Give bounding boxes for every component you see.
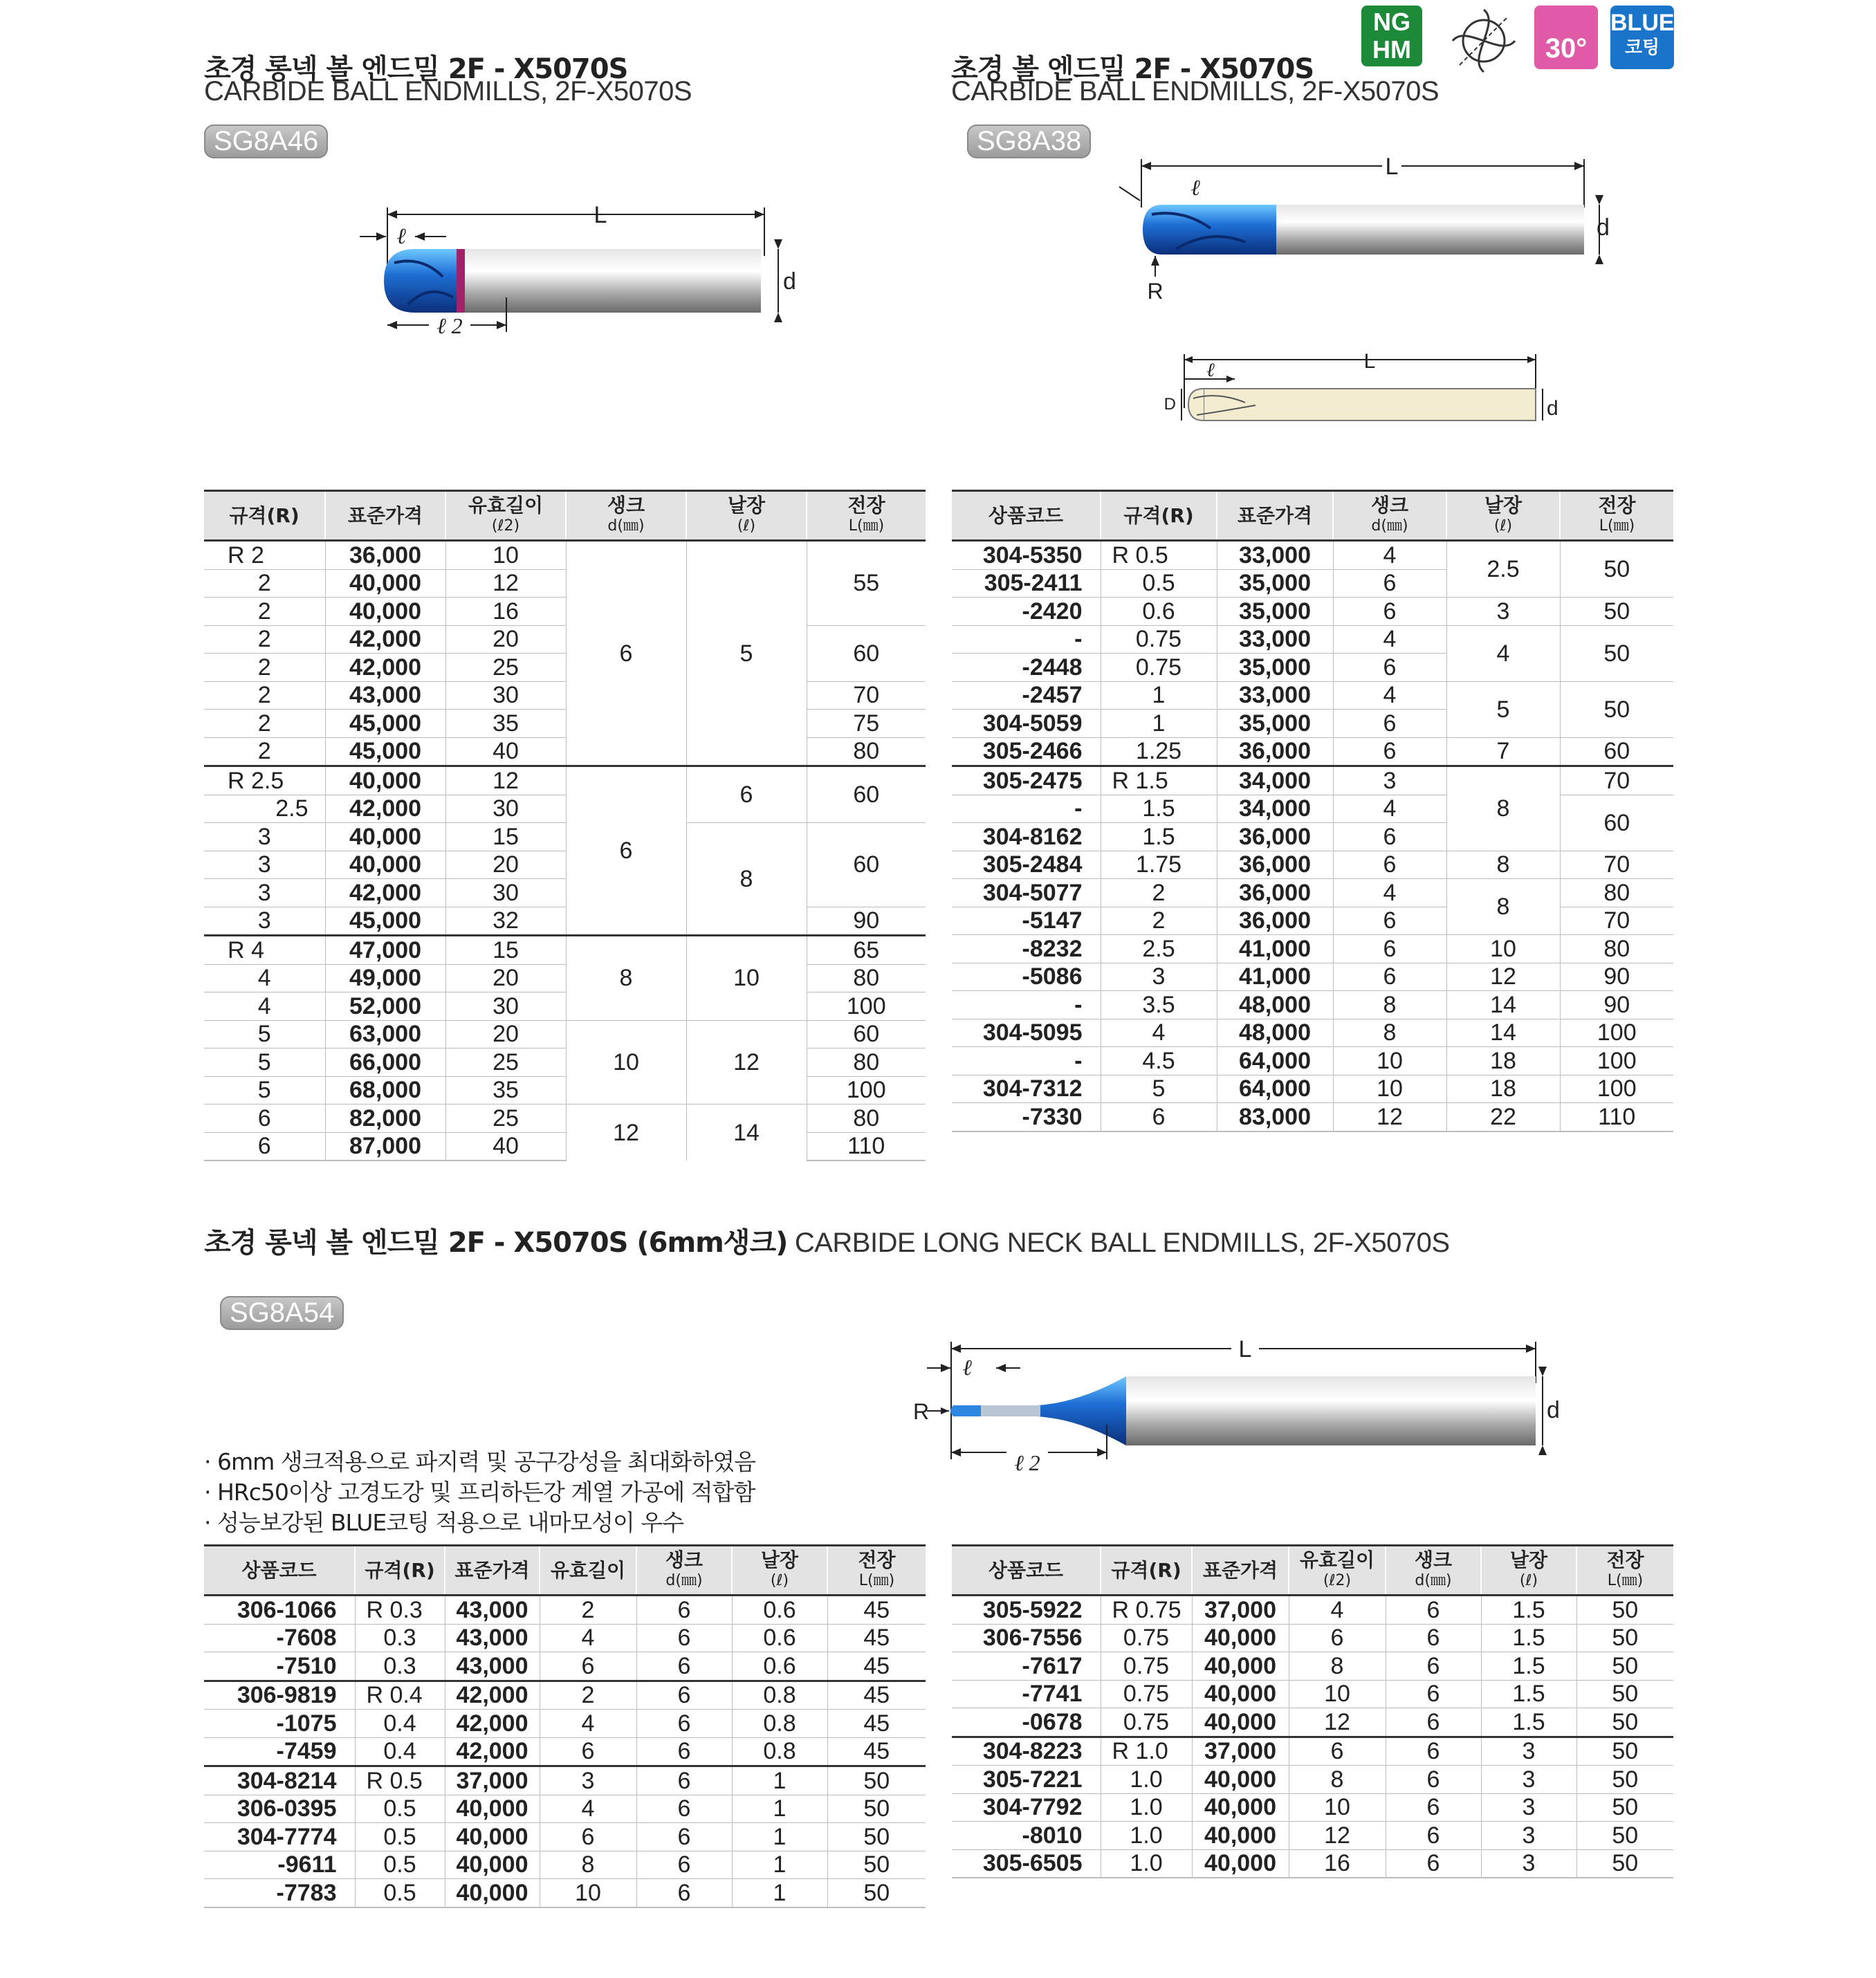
table-cell: 3	[1481, 1822, 1576, 1850]
svg-text:d: d	[1597, 214, 1610, 241]
table-cell: 6	[540, 1652, 636, 1681]
price: 40,000	[1192, 1708, 1289, 1737]
product-code: 305-5922	[952, 1596, 1101, 1625]
spec-table-sg8a54-right	[952, 1544, 1673, 1878]
table-row	[204, 1766, 926, 1795]
table-row: 6 87,000 40 110	[204, 1132, 926, 1161]
spec-table-sg8a46	[204, 490, 926, 1161]
col-header: 날장 (ℓ)	[1446, 491, 1560, 541]
table-cell: 2	[540, 1681, 636, 1710]
table-cell: 4	[540, 1624, 636, 1652]
product-code: 304-7792	[952, 1793, 1101, 1822]
table-cell: 0.4	[355, 1710, 445, 1738]
svg-text:R: R	[1147, 279, 1164, 304]
table-row: 305-2411 0.5 35,000 6	[952, 569, 1673, 598]
svg-text:d: d	[1547, 397, 1558, 420]
table-row	[952, 1849, 1673, 1878]
table-cell: 1	[732, 1823, 827, 1851]
section-title-kr: 초경 볼 엔드밀 2F - X5070S	[951, 53, 1314, 85]
table-cell: 50	[827, 1823, 926, 1851]
table-cell: 0.8	[732, 1710, 827, 1738]
product-code: -0678	[952, 1708, 1101, 1737]
table-row: -8232 2.5 41,000 6 10 80	[952, 935, 1673, 963]
section-title-en: CARBIDE BALL ENDMILLS, 2F-X5070S	[204, 76, 692, 107]
col-header: 생크 d(㎜)	[636, 1546, 732, 1596]
table-row: 4 52,000 30 100	[204, 992, 926, 1021]
table-cell: 16	[1289, 1849, 1386, 1878]
table-cell: 6	[540, 1823, 636, 1851]
svg-text:ℓ: ℓ	[396, 223, 406, 248]
product-code: -7510	[204, 1652, 355, 1681]
nghm-icon: NG HM	[1361, 6, 1422, 66]
svg-text:ℓ: ℓ	[962, 1355, 972, 1380]
table-row	[204, 1710, 926, 1738]
table-row: -5147 2 36,000 6 70	[952, 907, 1673, 935]
product-code: -9611	[204, 1851, 355, 1879]
col-header: 상품코드	[204, 1546, 355, 1596]
table-cell: 45	[827, 1737, 926, 1766]
section-title-kr: 초경 롱넥 볼 엔드밀 2F - X5070S	[204, 53, 628, 85]
table-cell: 6	[1386, 1624, 1481, 1652]
table-row	[952, 1652, 1673, 1681]
table-cell: 3	[1481, 1737, 1576, 1766]
table-cell: 1.5	[1481, 1680, 1576, 1708]
table-row: 304-8162 1.5 36,000 6	[952, 823, 1673, 851]
table-row: R 2.5 40,000 12 6 6 60	[204, 766, 926, 795]
table-cell: 6	[1386, 1652, 1481, 1681]
table-cell: 50	[1576, 1596, 1673, 1625]
product-code: 306-0395	[204, 1795, 355, 1823]
feature-list	[204, 1447, 755, 1538]
table-cell: 1	[732, 1851, 827, 1879]
table-cell: 6	[1386, 1708, 1481, 1737]
table-row: 5 68,000 35 100	[204, 1076, 926, 1104]
price: 43,000	[445, 1596, 540, 1625]
table-cell: 4	[540, 1795, 636, 1823]
table-cell: 0.5	[355, 1795, 445, 1823]
table-row: 4 49,000 20 80	[204, 964, 926, 992]
col-header: 표준가격	[1192, 1546, 1289, 1596]
price: 40,000	[1192, 1822, 1289, 1850]
col-header: 유효길이 (ℓ2)	[445, 491, 566, 541]
table-cell: 6	[1386, 1737, 1481, 1766]
product-code: 304-7774	[204, 1823, 355, 1851]
table-cell: 2	[540, 1596, 636, 1625]
table-row: 2 40,000 12	[204, 569, 926, 598]
table-row	[204, 1851, 926, 1879]
table-row	[952, 1822, 1673, 1850]
product-code: -7741	[952, 1680, 1101, 1708]
product-code-badge: SG8A54	[220, 1296, 344, 1330]
price: 40,000	[445, 1851, 540, 1879]
col-header: 생크 d(㎜)	[566, 491, 686, 541]
table-cell: 6	[636, 1710, 732, 1738]
col-header: 날장 (ℓ)	[732, 1546, 827, 1596]
col-header: 유효길이	[540, 1546, 636, 1596]
product-code: -1075	[204, 1710, 355, 1738]
price: 40,000	[1192, 1652, 1289, 1681]
col-header: 전장 L(㎜)	[1560, 491, 1673, 541]
table-row: 5 66,000 25 80	[204, 1048, 926, 1077]
table-cell: 50	[1576, 1680, 1673, 1708]
table-cell: 1.5	[1481, 1624, 1576, 1652]
table-cell: 45	[827, 1652, 926, 1681]
svg-text:L: L	[1385, 154, 1399, 180]
table-cell: R 1.0	[1101, 1737, 1192, 1766]
col-header: 규격(R)	[204, 491, 325, 541]
table-row: 304-5350 R 0.5 33,000 4 2.5 50	[952, 541, 1673, 570]
table-cell: 12	[1289, 1822, 1386, 1850]
svg-text:L: L	[1363, 350, 1376, 373]
table-cell: 10	[540, 1879, 636, 1907]
table-cell: 50	[1576, 1822, 1673, 1850]
table-cell: 3	[1481, 1766, 1576, 1794]
table-cell: 0.8	[732, 1737, 827, 1766]
col-header: 유효길이 (ℓ2)	[1289, 1546, 1386, 1596]
spec-table-sg8a54-left	[204, 1544, 926, 1908]
table-row: -5086 3 41,000 6 12 90	[952, 963, 1673, 991]
table-cell: 1.5	[1481, 1708, 1576, 1737]
blue-coating-icon: BLUE 코팅	[1610, 6, 1674, 69]
table-row	[952, 1596, 1673, 1625]
product-code-badge: SG8A38	[967, 124, 1091, 158]
table-cell: 0.75	[1101, 1652, 1192, 1681]
table-cell: 4	[540, 1710, 636, 1738]
ball-endmill-diagram-2	[1107, 145, 1610, 463]
price: 37,000	[445, 1766, 540, 1795]
svg-text:L: L	[594, 202, 607, 228]
table-cell: 0.6	[732, 1652, 827, 1681]
table-cell: 3	[1481, 1793, 1576, 1822]
table-cell: 1.0	[1101, 1822, 1192, 1850]
table-cell: 6	[1289, 1737, 1386, 1766]
list-item: · HRc50이상 고경도강 및 프리하든강 계열 가공에 적합함	[204, 1479, 755, 1506]
product-code: -7783	[204, 1879, 355, 1907]
price: 43,000	[445, 1652, 540, 1681]
col-header: 전장 L(㎜)	[807, 491, 926, 541]
svg-text:ℓ: ℓ	[1206, 360, 1215, 381]
table-cell: 6	[636, 1681, 732, 1710]
svg-text:ℓ: ℓ	[1190, 175, 1200, 200]
col-header: 상품코드	[952, 1546, 1101, 1596]
product-code: 304-8214	[204, 1766, 355, 1795]
table-row: 3 40,000 20	[204, 851, 926, 879]
product-code: -7608	[204, 1624, 355, 1652]
col-header: 전장 L(㎜)	[827, 1546, 926, 1596]
table-row	[204, 1737, 926, 1766]
table-cell: R 0.5	[355, 1766, 445, 1795]
table-cell: 1.5	[1481, 1652, 1576, 1681]
table-row	[952, 1624, 1673, 1652]
table-row: - 0.75 33,000 4 4 50	[952, 625, 1673, 654]
table-cell: 0.3	[355, 1624, 445, 1652]
table-row: 2 43,000 30 70	[204, 681, 926, 710]
price: 42,000	[445, 1710, 540, 1738]
table-cell: 45	[827, 1624, 926, 1652]
table-row	[204, 1652, 926, 1681]
svg-text:D: D	[1164, 395, 1176, 414]
table-cell: 10	[1289, 1680, 1386, 1708]
table-cell: 45	[827, 1596, 926, 1625]
table-row: 5 63,000 20 10 12 60	[204, 1020, 926, 1048]
table-cell: 6	[636, 1851, 732, 1879]
list-item: · 성능보강된 BLUE코팅 적용으로 내마모성이 우수	[204, 1509, 684, 1536]
table-cell: 3	[540, 1766, 636, 1795]
price: 42,000	[445, 1681, 540, 1710]
table-cell: 6	[1386, 1822, 1481, 1850]
table-cell: 50	[1576, 1737, 1673, 1766]
price: 40,000	[1192, 1793, 1289, 1822]
col-header: 규격(R)	[355, 1546, 445, 1596]
table-cell: 1	[732, 1795, 827, 1823]
table-row: 305-2484 1.75 36,000 6 8 70	[952, 851, 1673, 879]
table-row: R 2 36,000 10 6 5 55	[204, 541, 926, 570]
section-title: 초경 롱넥 볼 엔드밀 2F - X5070S (6mm생크) CARBIDE LONG NECK BALL ENDMILLS, 2F-X5070S	[204, 1227, 1450, 1259]
price: 40,000	[445, 1879, 540, 1907]
table-cell: 1.5	[1481, 1596, 1576, 1625]
table-row	[204, 1879, 926, 1907]
helix-icon	[1446, 3, 1522, 79]
table-cell: 6	[636, 1879, 732, 1907]
table-cell: 6	[636, 1766, 732, 1795]
table-row: 3 40,000 15 8 60	[204, 823, 926, 851]
table-row: 2 45,000 35 75	[204, 710, 926, 738]
table-cell: R 0.3	[355, 1596, 445, 1625]
table-row: -2457 1 33,000 4 5 50	[952, 681, 1673, 710]
price: 37,000	[1192, 1596, 1289, 1625]
price: 40,000	[1192, 1849, 1289, 1878]
table-cell: 0.75	[1101, 1680, 1192, 1708]
table-cell: 45	[827, 1710, 926, 1738]
table-row: -7330 6 83,000 12 22 110	[952, 1103, 1673, 1131]
table-cell: 3	[1481, 1849, 1576, 1878]
table-cell: 50	[1576, 1624, 1673, 1652]
price: 40,000	[445, 1795, 540, 1823]
product-code: 305-6505	[952, 1849, 1101, 1878]
table-cell: 6	[636, 1823, 732, 1851]
table-cell: 6	[1386, 1680, 1481, 1708]
table-row: 304-5077 2 36,000 4 8 80	[952, 879, 1673, 907]
table-cell: 50	[1576, 1849, 1673, 1878]
table-row: 6 82,000 25 12 14 80	[204, 1104, 926, 1133]
col-header: 전장 L(㎜)	[1576, 1546, 1673, 1596]
table-cell: 1.0	[1101, 1793, 1192, 1822]
product-code: -7459	[204, 1737, 355, 1766]
svg-text:L: L	[1238, 1336, 1252, 1362]
table-row: 3 45,000 32 90	[204, 907, 926, 936]
section-title-en: CARBIDE BALL ENDMILLS, 2F-X5070S	[951, 76, 1440, 107]
table-cell: R 0.75	[1101, 1596, 1192, 1625]
table-row: - 1.5 34,000 4 60	[952, 795, 1673, 823]
table-cell: 45	[827, 1681, 926, 1710]
table-cell: 0.5	[355, 1851, 445, 1879]
table-cell: 6	[1289, 1624, 1386, 1652]
table-row: 2 42,000 20 60	[204, 625, 926, 654]
table-cell: 1.0	[1101, 1849, 1192, 1878]
table-row: 2 42,000 25	[204, 654, 926, 682]
table-row	[952, 1737, 1673, 1766]
table-row: 3 42,000 30	[204, 879, 926, 907]
table-row	[204, 1681, 926, 1710]
table-cell: 50	[827, 1795, 926, 1823]
table-row: -2420 0.6 35,000 6 3 50	[952, 598, 1673, 626]
table-cell: 12	[1289, 1708, 1386, 1737]
table-row: 305-2466 1.25 36,000 6 7 60	[952, 737, 1673, 766]
table-cell: 6	[540, 1737, 636, 1766]
list-item: · 6mm 생크적용으로 파지력 및 공구강성을 최대화하였음	[204, 1448, 756, 1475]
table-row	[952, 1793, 1673, 1822]
table-cell: 0.5	[355, 1823, 445, 1851]
product-code: -8010	[952, 1822, 1101, 1850]
spec-table-sg8a38	[952, 490, 1673, 1132]
svg-text:ℓ 2: ℓ 2	[1014, 1450, 1040, 1475]
svg-text:R: R	[913, 1399, 930, 1424]
product-code: 306-9819	[204, 1681, 355, 1710]
table-cell: 6	[636, 1624, 732, 1652]
table-row: 2.5 42,000 30	[204, 795, 926, 823]
svg-text:ℓ 2: ℓ 2	[436, 313, 463, 338]
col-header: 생크 d(㎜)	[1333, 491, 1446, 541]
col-header: 표준가격	[445, 1546, 540, 1596]
table-cell: 50	[827, 1879, 926, 1907]
table-row: 2 40,000 16	[204, 598, 926, 626]
table-row	[952, 1708, 1673, 1737]
table-cell: 50	[1576, 1766, 1673, 1794]
product-code-badge: SG8A46	[204, 124, 328, 158]
col-header: 규격(R)	[1101, 491, 1217, 541]
table-cell: 50	[827, 1766, 926, 1795]
table-cell: 8	[540, 1851, 636, 1879]
table-cell: 0.75	[1101, 1708, 1192, 1737]
table-row: -2448 0.75 35,000 6	[952, 654, 1673, 682]
table-cell: 8	[1289, 1766, 1386, 1794]
price: 37,000	[1192, 1737, 1289, 1766]
table-row: 305-2475 R 1.5 34,000 3 8 70	[952, 766, 1673, 795]
table-cell: 1	[732, 1766, 827, 1795]
table-row: 304-5095 4 48,000 8 14 100	[952, 1019, 1673, 1047]
table-row	[204, 1823, 926, 1851]
price: 40,000	[1192, 1680, 1289, 1708]
table-cell: 1.0	[1101, 1766, 1192, 1794]
table-cell: 6	[1386, 1596, 1481, 1625]
table-row: 2 45,000 40 80	[204, 737, 926, 766]
table-row	[204, 1624, 926, 1652]
table-cell: 0.8	[732, 1681, 827, 1710]
table-cell: 0.75	[1101, 1624, 1192, 1652]
table-cell: 4	[1289, 1596, 1386, 1625]
table-cell: 8	[1289, 1652, 1386, 1681]
table-cell: 6	[1386, 1766, 1481, 1794]
table-row	[952, 1680, 1673, 1708]
table-cell: 6	[1386, 1849, 1481, 1878]
price: 40,000	[445, 1823, 540, 1851]
table-row	[204, 1795, 926, 1823]
col-header: 규격(R)	[1101, 1546, 1192, 1596]
table-row	[204, 1596, 926, 1625]
table-cell: 6	[636, 1737, 732, 1766]
price: 42,000	[445, 1737, 540, 1766]
product-code: 305-7221	[952, 1766, 1101, 1794]
table-cell: 6	[636, 1652, 732, 1681]
helix-angle-icon: 30°	[1534, 6, 1598, 69]
table-cell: 6	[1386, 1793, 1481, 1822]
col-header: 표준가격	[1217, 491, 1333, 541]
table-cell: 50	[1576, 1793, 1673, 1822]
product-code: 306-1066	[204, 1596, 355, 1625]
svg-text:d: d	[783, 268, 796, 295]
product-code: 306-7556	[952, 1624, 1101, 1652]
table-row	[952, 1766, 1673, 1794]
col-header: 표준가격	[325, 491, 445, 541]
long-neck-endmill-diagram	[899, 1321, 1577, 1487]
table-cell: 10	[1289, 1793, 1386, 1822]
product-code: -7617	[952, 1652, 1101, 1681]
table-cell: 50	[827, 1851, 926, 1879]
ball-endmill-diagram-1	[346, 194, 816, 339]
table-cell: 0.5	[355, 1879, 445, 1907]
price: 40,000	[1192, 1766, 1289, 1794]
table-cell: 0.3	[355, 1652, 445, 1681]
table-row: 304-5059 1 35,000 6	[952, 710, 1673, 738]
price: 43,000	[445, 1624, 540, 1652]
svg-text:d: d	[1547, 1397, 1560, 1423]
table-cell: 50	[1576, 1652, 1673, 1681]
col-header: 상품코드	[952, 491, 1101, 541]
col-header: 생크 d(㎜)	[1386, 1546, 1481, 1596]
table-cell: R 0.4	[355, 1681, 445, 1710]
table-cell: 6	[636, 1596, 732, 1625]
col-header: 날장 (ℓ)	[1481, 1546, 1576, 1596]
table-cell: 6	[636, 1795, 732, 1823]
col-header: 날장 (ℓ)	[686, 491, 807, 541]
table-cell: 0.6	[732, 1596, 827, 1625]
product-code: 304-8223	[952, 1737, 1101, 1766]
table-cell: 1	[732, 1879, 827, 1907]
table-cell: 0.6	[732, 1624, 827, 1652]
table-row: - 4.5 64,000 10 18 100	[952, 1047, 1673, 1075]
table-row: 304-7312 5 64,000 10 18 100	[952, 1075, 1673, 1103]
price: 40,000	[1192, 1624, 1289, 1652]
table-cell: 0.4	[355, 1737, 445, 1766]
table-row: R 4 47,000 15 8 10 65	[204, 936, 926, 965]
table-cell: 50	[1576, 1708, 1673, 1737]
table-row: - 3.5 48,000 8 14 90	[952, 991, 1673, 1019]
